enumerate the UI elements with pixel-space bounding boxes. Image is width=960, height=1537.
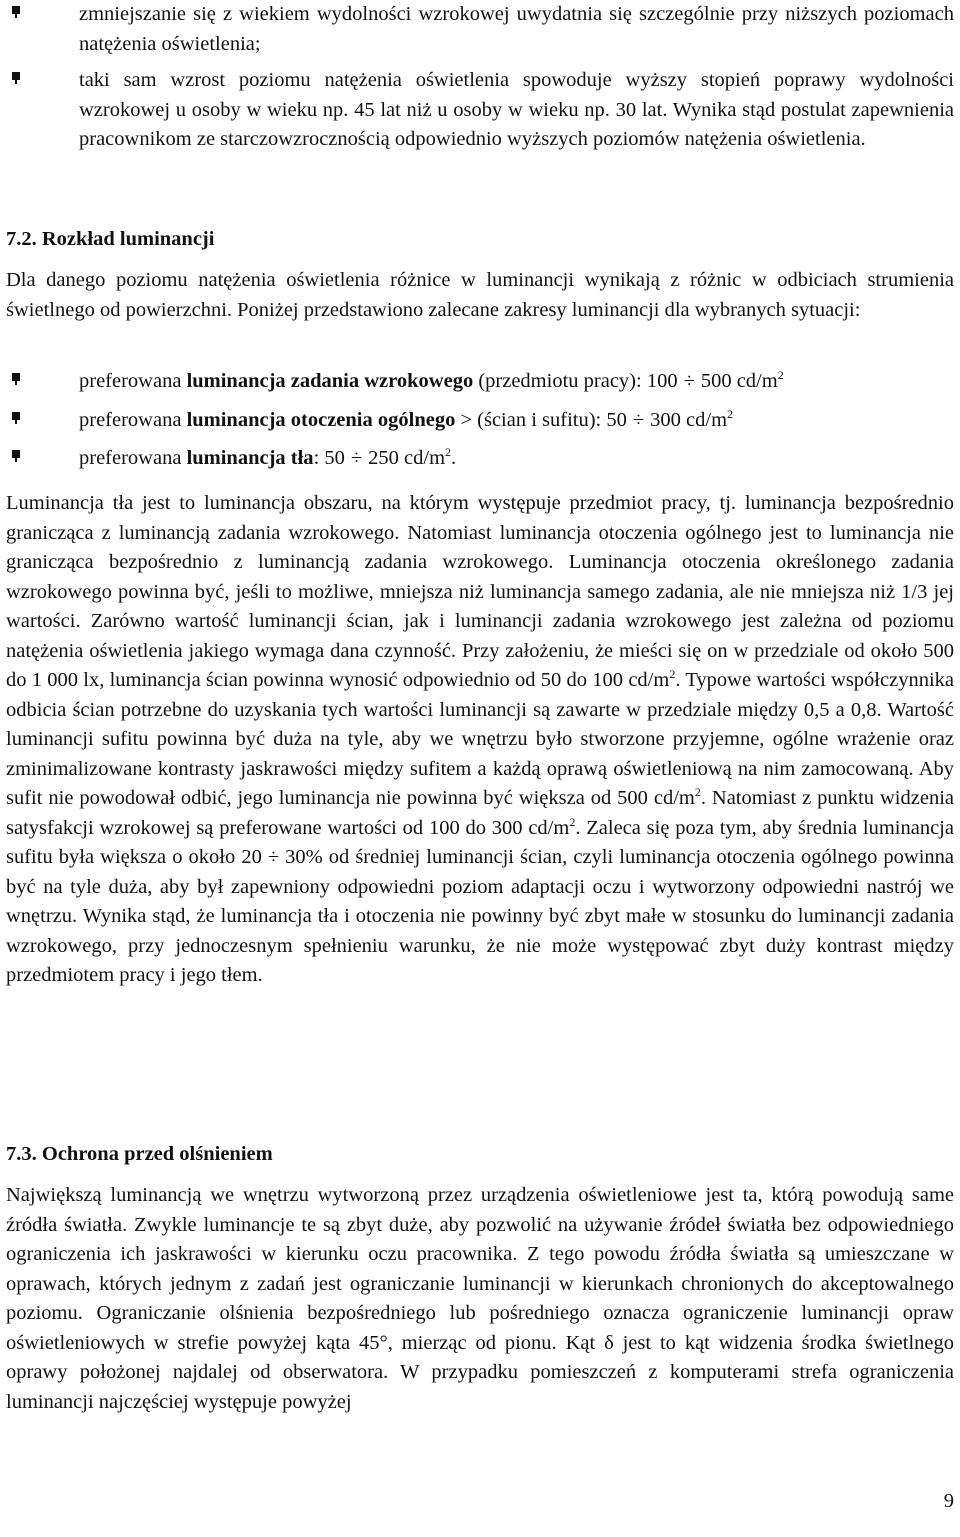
luminance-ranges-list [6, 367, 954, 474]
bullet-square-icon [12, 373, 20, 381]
list-item [6, 444, 954, 474]
superscript: 2 [445, 445, 452, 459]
section-7-3-body: Największą luminancją we wnętrzu wytworzoną przez urządzenia oświetleniowe jest ta, którą powodują same źródła światła. Zwykle luminancje te są zbyt duże, aby pozwolić na używanie źródeł światła bez odpowiedniego ograniczenia ich jaskrawości w kierunku oczu pracownika. Z tego powodu źródła światła są umieszczane w oprawach, których jednym z zadań jest ograniczanie luminancji w kierunkach chronionych do akceptowalnego poziomu. Ograniczanie olśnienia bezpośredniego lub pośredniego oznacza ograniczenie luminancji opraw oświetleniowych w strefie powyżej kąta 45°, mierząc od pionu. Kąt δ jest to kąt widzenia środka świetlnego oprawy położonej najdalej od obserwatora. W przypadku pomieszczeń z komputerami strefa ograniczenia luminancji najczęściej występuje powyżej [6, 1184, 954, 1413]
body-text: Luminancja tła jest to luminancja obszaru, na którym występuje przedmiot pracy, tj. luminancja bezpośrednio granicząca z luminancją zadania wzrokowego. Natomiast luminancja otoczenia ogólnego jest to luminancja nie granicząca bezpośrednio z luminancją zadania wzrokowego. Luminancja otoczenia określonego zadania wzrokowego powinna być, jeśli to możliwe, mniejsza niż luminancja samego zadania, ale nie mniejsza niż 1/3 jej wartości. Zarówno wartość luminancji ścian, jak i luminancji zadania wzrokowego jest zależna od poziomu natężenia oświetlenia jakiego wymaga dana czynność. Przy założeniu, że mieści się on w przedziale od około 500 do 1 000 lx, luminancja ścian powinna wynosić odpowiednio od 50 do 100 cd/m [6, 492, 954, 691]
body-text: 30% od średniej luminancji ścian, czyli luminancja otoczenia ogólnego powinna być na tyle duża, aby był zapewniony odpowiedni poziom adaptacji oczu i wytworzony odpowiedni nastrój we wnętrzu. Wynika stąd, że luminancja tła i otoczenia nie powinny być zbyt małe w stosunku do luminancji zadania wzrokowego, przy jednoczesnym spełnieniu warunku, że nie może występować zbyt duży kontrast między przedmiotem pracy i jego tłem. [6, 846, 954, 986]
section-heading-7-2: 7.2. Rozkład luminancji [6, 228, 215, 250]
range-pre: preferowana [79, 370, 187, 392]
range-text: 250 cd/m [368, 447, 446, 469]
list-item [6, 0, 954, 59]
superscript: 2 [669, 667, 676, 681]
range-text: 300 cd/m [650, 408, 728, 431]
section-7-2-body [6, 489, 954, 991]
body-text: . Zaleca się poza tym, aby średnia luminancja sufitu była większa o około 20 [6, 816, 954, 868]
bullet-square-icon [12, 72, 20, 80]
section-heading-7-3: 7.3. Ochrona przed olśnieniem [6, 1143, 273, 1165]
range-end: . [451, 447, 457, 469]
body-text: . Natomiast z punktu widzenia satysfakcji wzrokowej są preferowane wartości od 100 do 300 cd/m [6, 787, 954, 839]
division-sign-icon: ÷ [350, 447, 363, 469]
top-bullet-list [6, 0, 954, 155]
range-text: > (ścian i sufitu): 50 [455, 408, 627, 431]
range-pre: preferowana [79, 447, 187, 469]
bullet-text: zmniejszanie się z wiekiem wydolności wzrokowej uwydatnia się szczególnie przy niższych poziomach natężenia oświetlenia; [79, 3, 954, 55]
list-item [6, 66, 954, 155]
range-text: 500 cd/m [700, 370, 778, 392]
bullet-square-icon [12, 450, 20, 458]
bullet-text: taki sam wzrost poziomu natężenia oświetlenia spowoduje wyższy stopień poprawy wydolności wzrokowej u osoby w wieku np. 45 lat niż u osoby w wieku np. 30 lat. Wynika stąd postulat zapewnienia pracownikom ze starczowzrocznością odpowiednio wyższych poziomów natężenia oświetlenia. [79, 69, 954, 150]
bullet-square-icon [12, 6, 20, 14]
superscript: 2 [694, 785, 701, 799]
superscript: 2 [727, 406, 734, 421]
range-text: (przedmiotu pracy): 100 [473, 370, 678, 392]
body-text: . Typowe wartości współczynnika odbicia ścian potrzebne do uzyskania tych wartości luminancji są zawarte w przedziale między 0,5 a 0,8. Wartość luminancji sufitu powinna być duża na tyle, aby we wnętrzu było stworzone przyjemne, ogólne wrażenie oraz zminimalizowane kontrasty jaskrawości między sufitem a każdą oprawą oświetleniową na nim zamocowaną. Aby sufit nie powodował odbić, jego luminancja nie powinna być większa od 500 cd/m [6, 669, 954, 809]
range-bold-term: luminancja otoczenia ogólnego [186, 408, 456, 431]
bullet-square-icon [12, 412, 20, 420]
list-item [6, 367, 954, 397]
division-sign-icon: ÷ [683, 370, 695, 392]
list-item [6, 406, 954, 436]
range-text: : 50 [313, 447, 345, 469]
division-sign-icon: ÷ [267, 846, 280, 868]
page-number: 9 [943, 1490, 954, 1512]
range-pre: preferowana [79, 408, 187, 431]
range-bold-term: luminancja zadania wzrokowego [186, 370, 474, 392]
superscript: 2 [569, 814, 576, 829]
range-bold-term: luminancja tła [186, 447, 314, 469]
division-sign-icon: ÷ [632, 408, 645, 431]
superscript: 2 [777, 368, 784, 382]
section-7-2-intro: Dla danego poziomu natężenia oświetlenia różnice w luminancji wynikają z różnic w odbiciach strumienia świetlnego od powierzchni. Poniżej przedstawiono zalecane zakresy luminancji dla wybranych sytuacji: [6, 269, 954, 321]
